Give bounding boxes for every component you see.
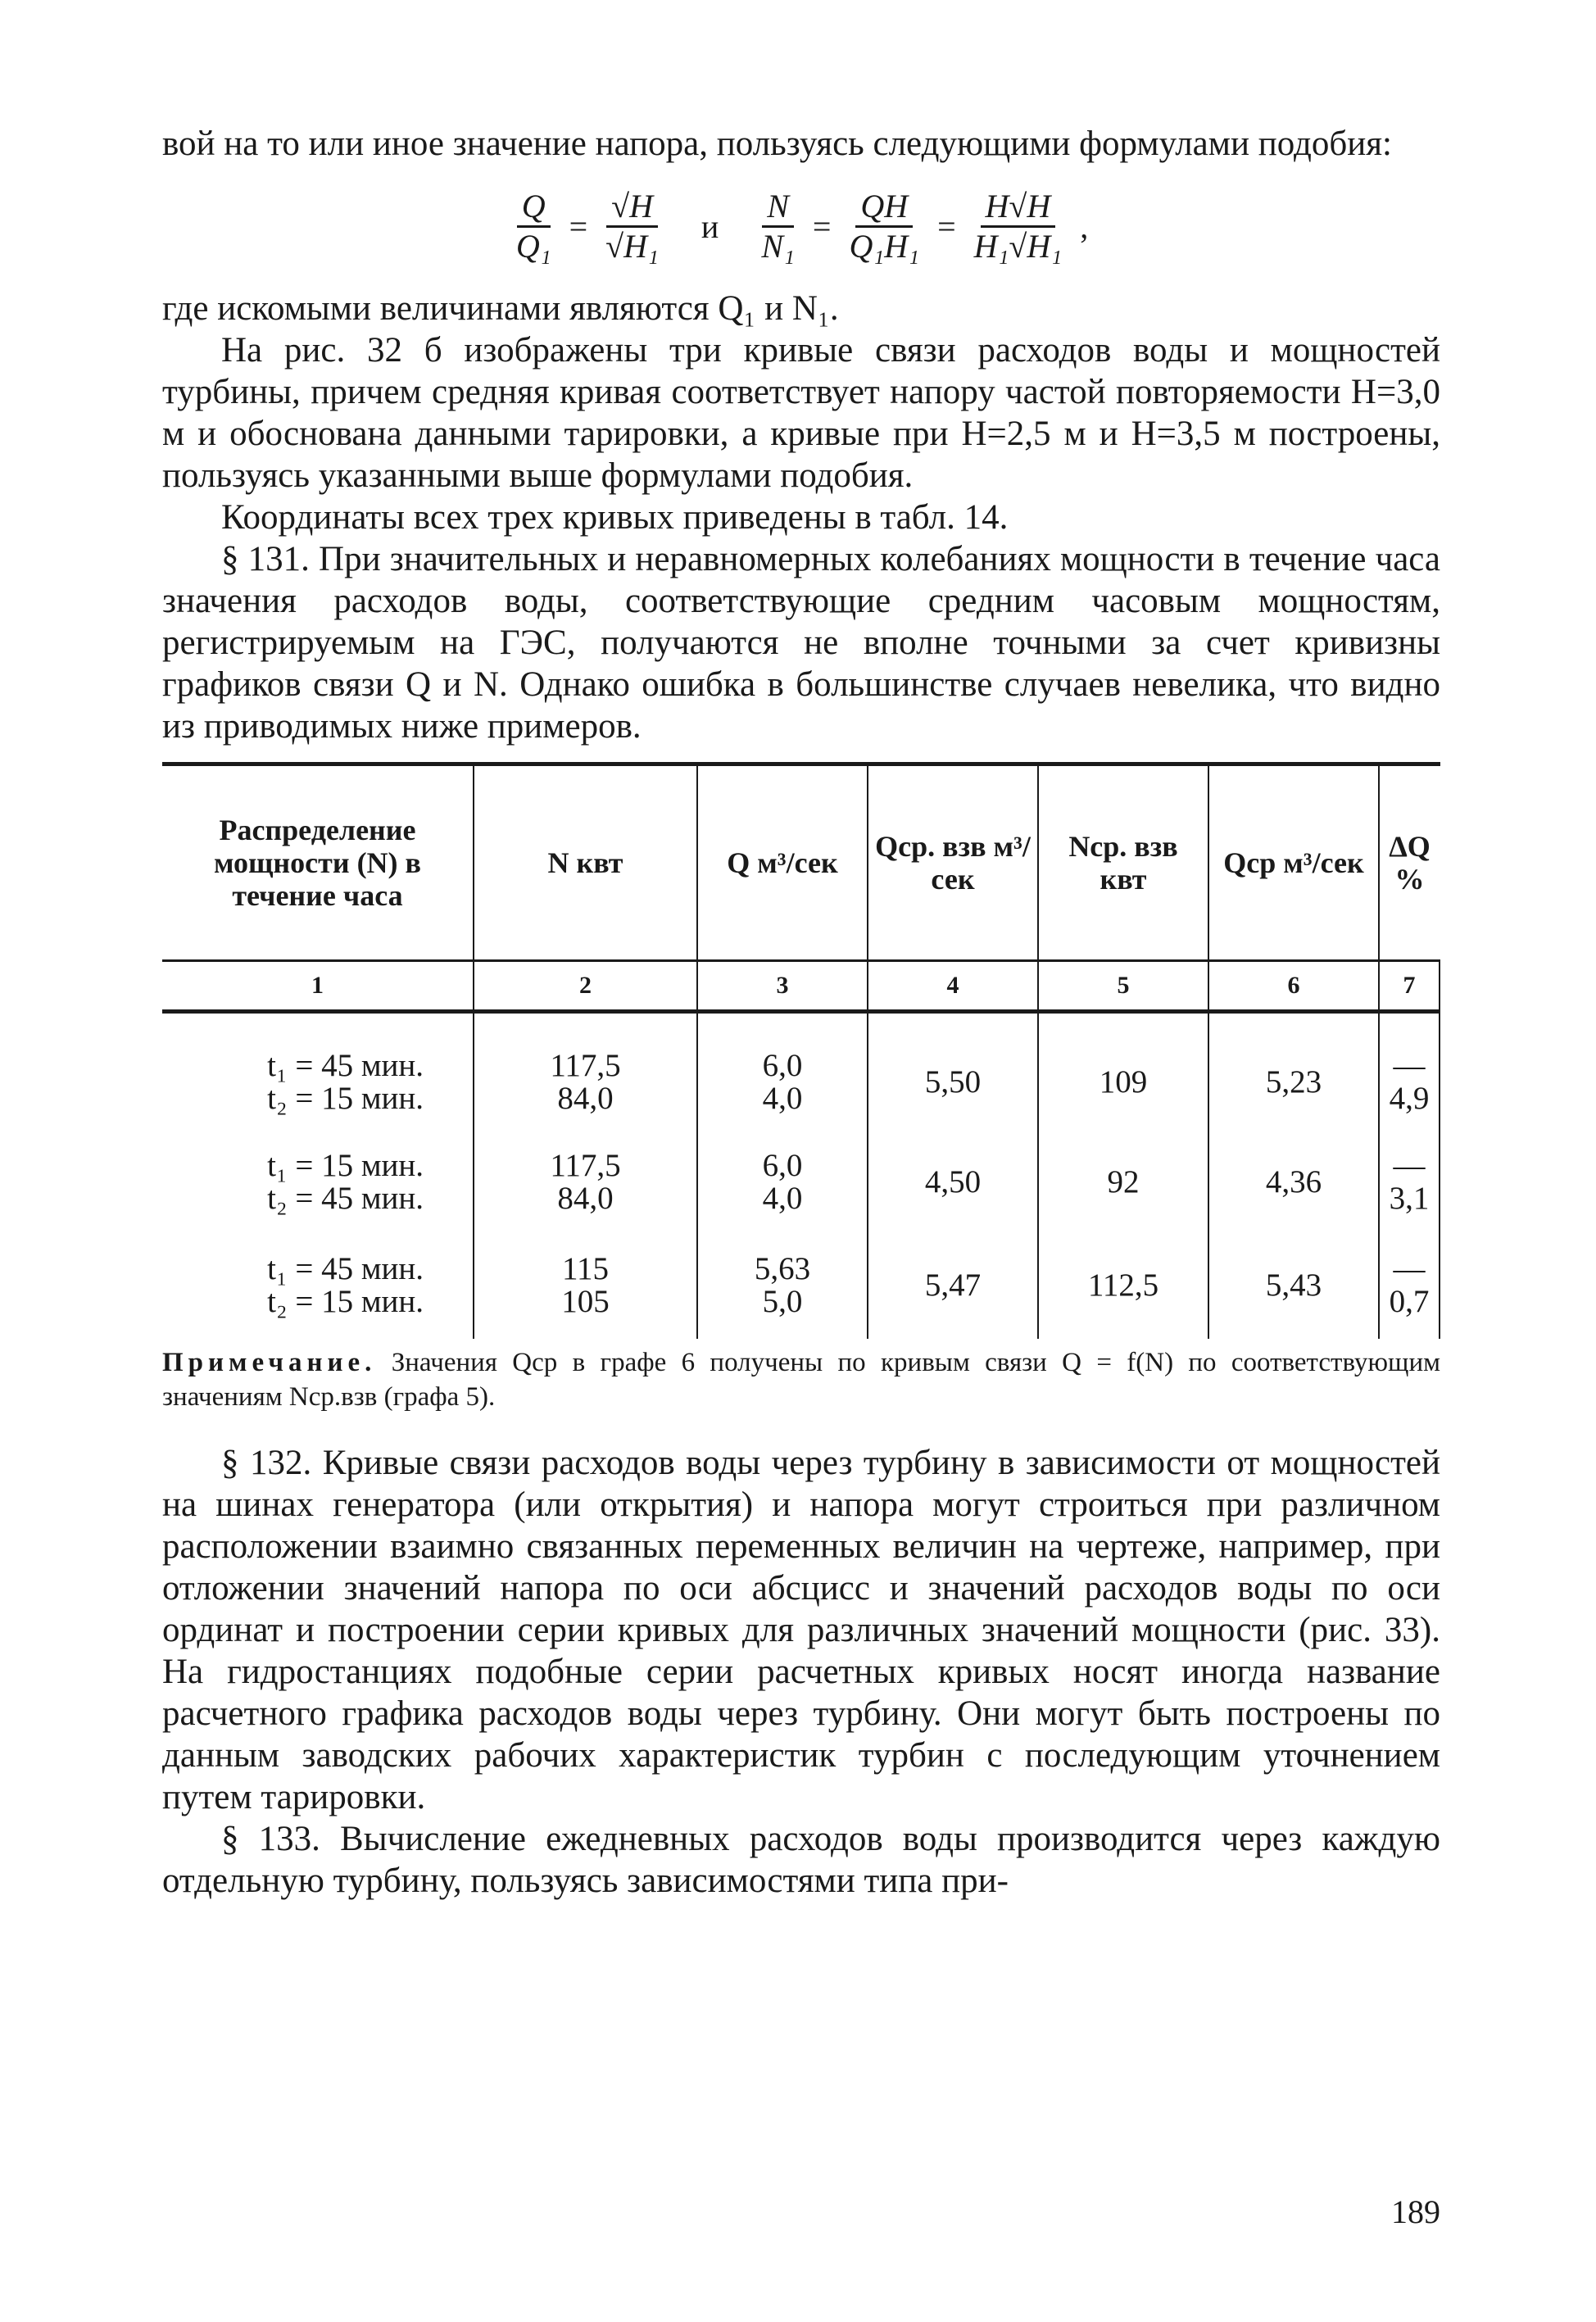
- note-label: Примечание.: [162, 1348, 377, 1377]
- paragraph-fig32: На рис. 32 б изображены три кривые связи расходов воды и мощностей турбины, причем средняя кривая соответствует напору частой повторяемости H=3,0 м и обоснована данными тарировки, а кривые при H=2,5 м и H=3,5 м построены, пользуясь указанными выше формулами подобия.: [162, 331, 1440, 495]
- header-n: N квт: [474, 766, 697, 961]
- header-q-weighted: Qср. взв м³/сек: [868, 766, 1038, 961]
- header-distribution: Распределение мощности (N) в течение часа: [162, 766, 474, 961]
- header-q: Q м³/сек: [697, 766, 868, 961]
- table-row: t₁ = 45 мин. t₂ = 15 мин. 117,5 84,0 6,0 4,0 5,50 109 5,23 —4,9: [162, 1012, 1440, 1133]
- table-note: [162, 1345, 1440, 1414]
- fraction-qh: $\frac{QH}{\text{Q₁H₁}}$: [849, 187, 920, 265]
- header-delta-q: ΔQ %: [1389, 830, 1431, 896]
- fraction-n: $\frac{N}{\text{N₁}}$: [761, 187, 795, 265]
- similarity-formula: $\frac{Q}{\text{Q₁}}$ = $\frac{√H}{\text{√H₁}}$ и $\frac{N}{\text{N₁}}$ = $\frac{QH}{\text{Q₁H₁}}$ = $\frac{H√H}{\text{H₁√H₁}}$ ,: [162, 165, 1440, 288]
- table-header-row: [162, 766, 1440, 961]
- paragraph-133: § 133. Вычисление ежедневных расходов воды производится через каждую отдельную турбину, пользуясь зависимостями типа при-: [162, 1820, 1440, 1900]
- note-text: Значения Qср в графе 6 получены по кривым связи Q = f(N) по соответствующим значениям Nср.взв (графа 5).: [162, 1348, 1441, 1412]
- data-table: [162, 766, 1440, 1339]
- paragraph-132: § 132. Кривые связи расходов воды через турбину в зависимости от мощностей на шинах генератора (или открытия) и напора могут строиться при различном расположении взаимно связанных переменных величин на чертеже, например, при отложении значений напора по оси абсцисс и значений расходов воды по оси ординат и построении серии кривых для различных значений мощности (рис. 33). На гидростанциях подобные серии расчетных кривых носят иногда название расчетного графика расходов воды через турбину. Они могут быть построены по данным заводских рабочих характеристик турбин с последующим уточнением путем тарировки.: [162, 1444, 1440, 1816]
- page-body: [162, 123, 1440, 1902]
- paragraph-table-ref: Координаты всех трех кривых приведены в табл. 14.: [221, 498, 1009, 537]
- header-q-avg: Qср м³/сек: [1208, 766, 1379, 961]
- paragraph-where: где искомыми величинами являются Q₁ и N₁.: [162, 289, 839, 328]
- fraction-sqrt-h: $\frac{√H}{\text{√H₁}}$: [605, 187, 659, 265]
- fraction-q: $\frac{Q}{\text{Q₁}}$: [515, 187, 551, 265]
- table-row: t₁ = 15 мин. t₂ = 45 мин. 117,5 84,0 6,0 4,0 4,50 92 4,36 —3,1: [162, 1132, 1440, 1232]
- page-number: 189: [1391, 2193, 1440, 2230]
- paragraph-131: § 131. При значительных и неравномерных колебаниях мощности в течение часа значения расходов воды, соответствующие средним часовым мощностям, регистрируемым на ГЭС, получаются не вполне точными за счет кривизны графиков связи Q и N. Однако ошибка в большинстве случаев невелика, что видно из приводимых ниже примеров.: [162, 540, 1440, 746]
- fraction-h-sqrt-h: $\frac{H√H}{\text{H₁√H₁}}$: [973, 187, 1063, 265]
- paragraph-intro: вой на то или иное значение напора, пользуясь следующими формулами подобия:: [162, 125, 1392, 163]
- column-number-row: 1 2 3 4 5 6 7: [162, 961, 1440, 1012]
- header-n-weighted: Nср. взв квт: [1038, 766, 1208, 961]
- table-row: t₁ = 45 мин. t₂ = 15 мин. 115 105 5,63 5,0 5,47 112,5 5,43 —0,7: [162, 1232, 1440, 1339]
